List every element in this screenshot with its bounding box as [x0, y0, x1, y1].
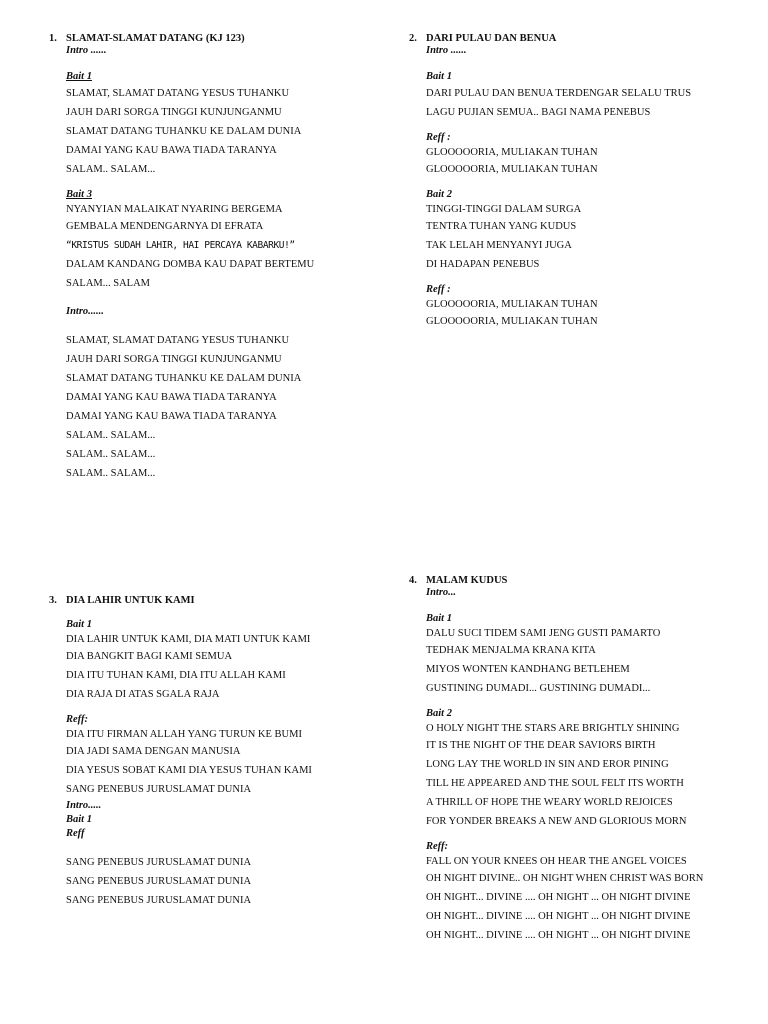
refrain-block — [426, 131, 746, 179]
lyric-line: A THRILL OF HOPE THE WEARY WORLD REJOICES — [426, 797, 673, 808]
lyric-line: DAMAI YANG KAU BAWA TIADA TARANYA — [66, 145, 277, 156]
song-title-text: MALAM KUDUS — [426, 575, 508, 586]
song-title-text: DIA LAHIR UNTUK KAMI — [66, 595, 195, 606]
lyric-line: LAGU PUJIAN SEMUA.. BAGI NAMA PENEBUS — [426, 107, 651, 118]
intro-label: Intro... — [426, 587, 457, 598]
lyric-line: SANG PENEBUS JURUSLAMAT DUNIA — [66, 857, 252, 868]
lyric-line: GLOOOOORIA, MULIAKAN TUHAN — [426, 147, 598, 158]
song-title — [409, 575, 756, 586]
lyric-line: DIA ITU TUHAN KAMI, DIA ITU ALLAH KAMI — [66, 670, 286, 681]
lyric-line: TILL HE APPEARED AND THE SOUL FELT ITS WORTH — [426, 778, 684, 789]
song-title — [49, 33, 366, 44]
song-1 — [49, 33, 366, 483]
lyric-line: TENTRA TUHAN YANG KUDUS — [426, 221, 577, 232]
lyric-line: GLOOOOORIA, MULIAKAN TUHAN — [426, 299, 598, 310]
lyric-line: GEMBALA MENDENGARNYA DI EFRATA — [66, 221, 264, 232]
lyric-line: DIA JADI SAMA DENGAN MANUSIA — [66, 746, 241, 757]
verse-block — [426, 612, 756, 698]
lyric-line: SALAM.. SALAM... — [66, 449, 156, 460]
verse-block — [66, 70, 366, 179]
song-number: 3. — [49, 595, 57, 606]
refrain-block — [426, 283, 746, 331]
section-heading: Reff : — [426, 284, 451, 295]
verse-block — [426, 707, 756, 831]
lyric-line: SALAM.. SALAM... — [66, 430, 156, 441]
lyric-line: OH NIGHT... DIVINE .... OH NIGHT ... OH NIGHT DIVINE — [426, 911, 691, 922]
lyric-line: DIA BANGKIT BAGI KAMI SEMUA — [66, 651, 233, 662]
song-number: 4. — [409, 575, 417, 586]
lyric-line: DIA YESUS SOBAT KAMI DIA YESUS TUHAN KAMI — [66, 765, 312, 776]
lyric-line: SLAMAT DATANG TUHANKU KE DALAM DUNIA — [66, 126, 302, 137]
section-heading: Bait 2 — [426, 708, 452, 719]
lyric-line: DALAM KANDANG DOMBA KAU DAPAT BERTEMU — [66, 259, 315, 270]
lyric-line: SLAMAT DATANG TUHANKU KE DALAM DUNIA — [66, 373, 302, 384]
section-heading: Bait 1 — [426, 613, 452, 624]
refrain-block — [426, 840, 756, 945]
verse-block — [66, 618, 366, 704]
lyric-line: SALAM.. SALAM... — [66, 468, 156, 479]
song-title-text: SLAMAT-SLAMAT DATANG (KJ 123) — [66, 33, 245, 44]
section-heading: Intro..... — [66, 800, 102, 811]
lyric-line: DAMAI YANG KAU BAWA TIADA TARANYA — [66, 411, 277, 422]
lyric-line: DALU SUCI TIDEM SAMI JENG GUSTI PAMARTO — [426, 628, 661, 639]
verse-block — [66, 188, 366, 293]
section-heading: Intro...... — [66, 306, 104, 317]
lyric-line: DIA RAJA DI ATAS SGALA RAJA — [66, 689, 220, 700]
lyric-line: SANG PENEBUS JURUSLAMAT DUNIA — [66, 784, 252, 795]
lyric-line: FOR YONDER BREAKS A NEW AND GLORIOUS MORN — [426, 816, 687, 827]
lyric-line: TEDHAK MENJALMA KRANA KITA — [426, 645, 596, 656]
section-heading: Bait 1 — [66, 619, 92, 630]
section-heading: Reff : — [426, 132, 451, 143]
song-title — [49, 595, 366, 606]
lyric-line: “KRISTUS SUDAH LAHIR, HAI PERCAYA KABARKU!” — [66, 240, 295, 251]
lyric-line: OH NIGHT... DIVINE .... OH NIGHT ... OH NIGHT DIVINE — [426, 930, 691, 941]
section-heading: Reff: — [66, 714, 88, 725]
song-title-text: DARI PULAU DAN BENUA — [426, 33, 557, 44]
lyric-line: DARI PULAU DAN BENUA TERDENGAR SELALU TRUS — [426, 88, 692, 99]
lyric-line: NYANYIAN MALAIKAT NYARING BERGEMA — [66, 204, 283, 215]
section-heading: Bait 1 — [66, 71, 92, 82]
song-4 — [409, 575, 756, 945]
lyric-line: DIA ITU FIRMAN ALLAH YANG TURUN KE BUMI — [66, 729, 302, 740]
section-heading: Bait 2 — [426, 189, 452, 200]
song-3 — [49, 595, 366, 910]
refrain-block — [66, 713, 366, 799]
lyric-line: DAMAI YANG KAU BAWA TIADA TARANYA — [66, 392, 277, 403]
song-2 — [409, 33, 746, 331]
lyric-line: SLAMAT, SLAMAT DATANG YESUS TUHANKU — [66, 335, 290, 346]
verse-block — [66, 331, 366, 483]
lyric-line: GLOOOOORIA, MULIAKAN TUHAN — [426, 316, 598, 327]
verse-block — [426, 188, 746, 274]
lyric-line: FALL ON YOUR KNEES OH HEAR THE ANGEL VOICES — [426, 856, 687, 867]
song-number: 1. — [49, 33, 57, 44]
verse-block — [66, 853, 366, 910]
lyric-line: SALAM... SALAM — [66, 278, 151, 289]
song-number: 2. — [409, 33, 417, 44]
intro-label: Intro ...... — [66, 45, 107, 56]
intro-label: Intro ...... — [426, 45, 467, 56]
section-heading: Bait 1 — [426, 71, 452, 82]
lyric-line: OH NIGHT DIVINE.. OH NIGHT WHEN CHRIST WAS BORN — [426, 873, 704, 884]
lyric-line: O HOLY NIGHT THE STARS ARE BRIGHTLY SHINING — [426, 723, 680, 734]
section-heading: Bait 1 — [66, 814, 92, 825]
song-title — [409, 33, 746, 44]
verse-block — [426, 70, 746, 122]
lyric-line: SALAM.. SALAM... — [66, 164, 156, 175]
section-heading: Bait 3 — [66, 189, 92, 200]
lyric-line: TINGGI-TINGGI DALAM SURGA — [426, 204, 582, 215]
lyric-line: SANG PENEBUS JURUSLAMAT DUNIA — [66, 895, 252, 906]
lyric-line: OH NIGHT... DIVINE .... OH NIGHT ... OH NIGHT DIVINE — [426, 892, 691, 903]
section-heading: Reff — [66, 828, 85, 839]
lyric-line: MIYOS WONTEN KANDHANG BETLEHEM — [426, 664, 630, 675]
lyric-line: JAUH DARI SORGA TINGGI KUNJUNGANMU — [66, 107, 282, 118]
lyric-line: LONG LAY THE WORLD IN SIN AND EROR PINING — [426, 759, 669, 770]
lyric-line: GUSTINING DUMADI... GUSTINING DUMADI... — [426, 683, 651, 694]
lyric-line: DIA LAHIR UNTUK KAMI, DIA MATI UNTUK KAMI — [66, 634, 311, 645]
section-heading: Reff: — [426, 841, 448, 852]
lyric-line: DI HADAPAN PENEBUS — [426, 259, 540, 270]
lyric-line: SLAMAT, SLAMAT DATANG YESUS TUHANKU — [66, 88, 290, 99]
lyric-line: GLOOOOORIA, MULIAKAN TUHAN — [426, 164, 598, 175]
lyric-line: JAUH DARI SORGA TINGGI KUNJUNGANMU — [66, 354, 282, 365]
lyric-line: IT IS THE NIGHT OF THE DEAR SAVIORS BIRTH — [426, 740, 656, 751]
lyric-line: TAK LELAH MENYANYI JUGA — [426, 240, 572, 251]
lyric-line: SANG PENEBUS JURUSLAMAT DUNIA — [66, 876, 252, 887]
